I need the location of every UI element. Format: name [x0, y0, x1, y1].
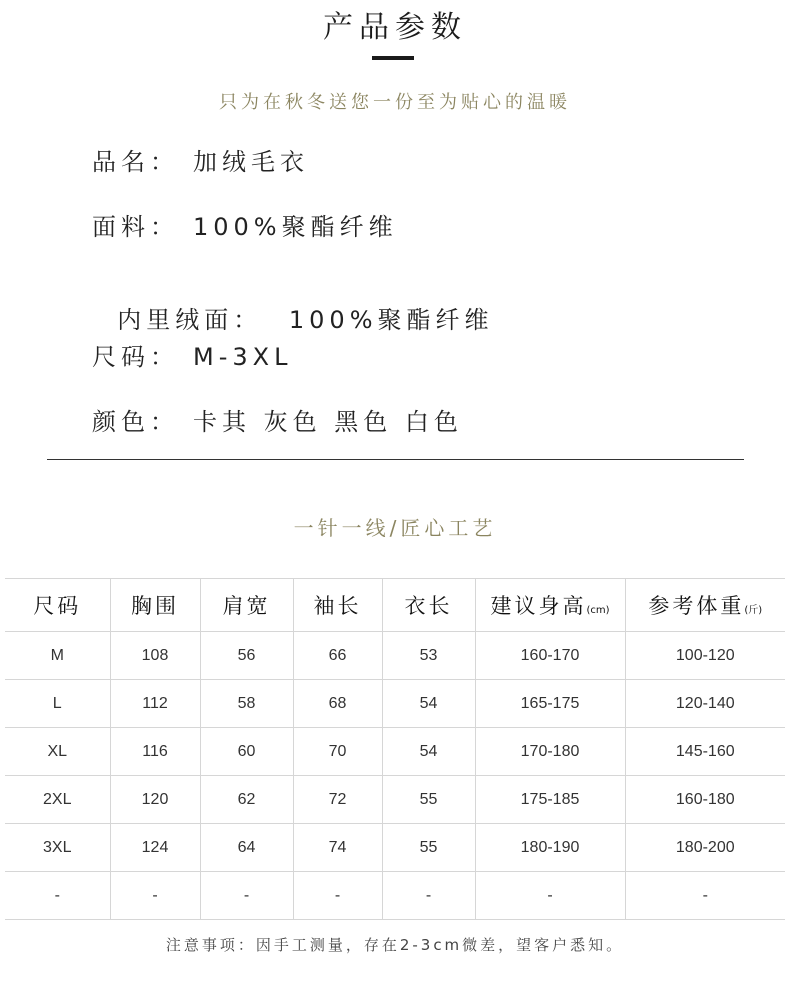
- header-height: [475, 579, 625, 632]
- footnote: 注意事项：因手工测量，存在2-3cm微差，望客户悉知。: [165, 936, 625, 954]
- table-cell: 100-120: [625, 632, 785, 680]
- table-cell: 180-190: [475, 824, 625, 872]
- table-row: [5, 776, 785, 824]
- table-cell: -: [625, 872, 785, 920]
- header-shoulder: 肩宽: [200, 579, 293, 632]
- table-cell: 108: [110, 632, 200, 680]
- section-divider: [47, 459, 744, 460]
- header-length: 衣长: [382, 579, 475, 632]
- table-cell: 160-180: [625, 776, 785, 824]
- table-cell: L: [5, 680, 110, 728]
- title-underline: [372, 56, 414, 60]
- spec-color: [92, 402, 463, 437]
- header-size: 尺码: [5, 579, 110, 632]
- spec-label: 颜色：: [92, 408, 179, 436]
- header-weight-label: 参考体重: [648, 594, 745, 618]
- table-cell: 56: [200, 632, 293, 680]
- table-cell: -: [293, 872, 382, 920]
- header-sleeve: 袖长: [293, 579, 382, 632]
- table-cell: 160-170: [475, 632, 625, 680]
- spec-label: 面料：: [92, 213, 179, 241]
- table-cell: 66: [293, 632, 382, 680]
- header-height-label: 建议身高: [490, 594, 587, 618]
- spec-label: 品名：: [92, 148, 179, 176]
- spec-value: 加绒毛衣: [193, 148, 309, 176]
- spec-fabric: [92, 207, 398, 242]
- table-cell: 62: [200, 776, 293, 824]
- table-cell: -: [200, 872, 293, 920]
- spec-value: 100%聚酯纤维: [193, 213, 398, 241]
- table-cell: 145-160: [625, 728, 785, 776]
- spec-product-name: [92, 142, 309, 177]
- table-cell: XL: [5, 728, 110, 776]
- table-cell: 112: [110, 680, 200, 728]
- spec-value: 卡其 灰色 黑色 白色: [193, 408, 463, 436]
- spec-value: 100%聚酯纤维: [276, 306, 494, 334]
- table-cell: 3XL: [5, 824, 110, 872]
- table-cell: 175-185: [475, 776, 625, 824]
- table-cell: M: [5, 632, 110, 680]
- table-cell: 120-140: [625, 680, 785, 728]
- table-cell: 70: [293, 728, 382, 776]
- spec-lining: [92, 272, 494, 335]
- table-cell: 2XL: [5, 776, 110, 824]
- table-cell: -: [5, 872, 110, 920]
- size-table: [5, 578, 785, 920]
- table-cell: 54: [382, 728, 475, 776]
- page-title: 产品参数: [323, 10, 467, 45]
- table-row: [5, 728, 785, 776]
- spec-label: 尺码：: [92, 343, 179, 371]
- table-cell: 165-175: [475, 680, 625, 728]
- spec-size: [92, 337, 292, 372]
- page-subtitle: 只为在秋冬送您一份至为贴心的温暖: [219, 92, 571, 113]
- header-chest: 胸围: [110, 579, 200, 632]
- table-cell: 74: [293, 824, 382, 872]
- table-cell: 64: [200, 824, 293, 872]
- table-cell: 116: [110, 728, 200, 776]
- table-row: [5, 824, 785, 872]
- table-cell: 53: [382, 632, 475, 680]
- table-cell: -: [475, 872, 625, 920]
- table-cell: 58: [200, 680, 293, 728]
- table-cell: -: [110, 872, 200, 920]
- table-row: [5, 872, 785, 920]
- section-title: 一针一线/匠心工艺: [293, 516, 497, 540]
- spec-value: M-3XL: [193, 343, 293, 371]
- header-weight-unit: (斤): [744, 605, 763, 616]
- table-cell: 54: [382, 680, 475, 728]
- table-cell: -: [382, 872, 475, 920]
- spec-label: 内里绒面：: [117, 306, 263, 334]
- header-weight: [625, 579, 785, 632]
- table-cell: 68: [293, 680, 382, 728]
- table-cell: 60: [200, 728, 293, 776]
- table-cell: 180-200: [625, 824, 785, 872]
- table-header-row: [5, 579, 785, 632]
- table-cell: 120: [110, 776, 200, 824]
- header-height-unit: (cm): [586, 605, 610, 616]
- table-row: [5, 632, 785, 680]
- table-cell: 170-180: [475, 728, 625, 776]
- table-cell: 55: [382, 824, 475, 872]
- table-cell: 55: [382, 776, 475, 824]
- table-cell: 72: [293, 776, 382, 824]
- table-cell: 124: [110, 824, 200, 872]
- table-row: [5, 680, 785, 728]
